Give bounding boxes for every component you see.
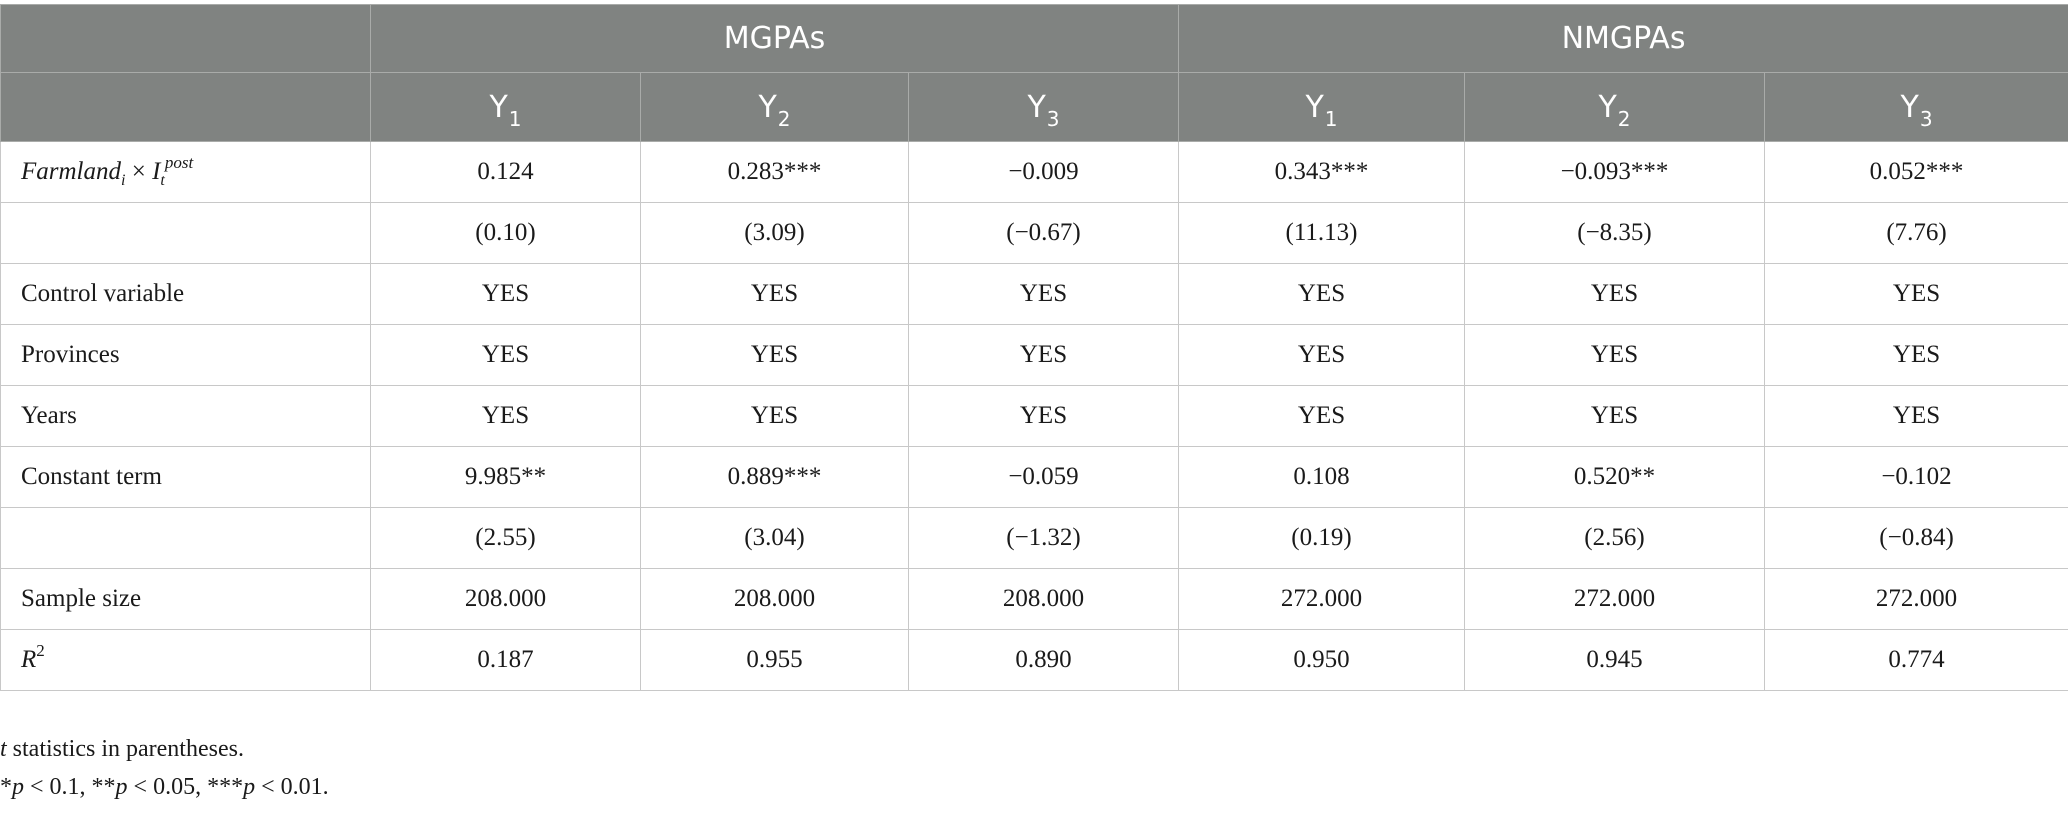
table-cell: YES xyxy=(1179,386,1465,447)
table-cell: 272.000 xyxy=(1765,569,2068,630)
table-cell: 208.000 xyxy=(371,569,641,630)
table-footnote-significance: *p < 0.1, **p < 0.05, ***p < 0.01. xyxy=(0,774,329,800)
row-label xyxy=(1,508,371,569)
table-cell: 208.000 xyxy=(909,569,1179,630)
header-corner xyxy=(1,5,371,73)
table-cell: 0.774 xyxy=(1765,630,2068,691)
table-cell: (−8.35) xyxy=(1465,203,1765,264)
table-cell: (11.13) xyxy=(1179,203,1465,264)
table-footnote-tstat: t statistics in parentheses. xyxy=(0,736,244,762)
table-cell: YES xyxy=(909,386,1179,447)
row-label-r-squared: $R^2$ xyxy=(1,630,371,691)
table-cell: (2.56) xyxy=(1465,508,1765,569)
table-row xyxy=(1,447,2068,508)
table-cell: YES xyxy=(1465,264,1765,325)
table-cell: (2.55) xyxy=(371,508,641,569)
table-cell: (3.04) xyxy=(641,508,909,569)
table-cell: 0.955 xyxy=(641,630,909,691)
table-cell: −0.059 xyxy=(909,447,1179,508)
table-cell: 0.890 xyxy=(909,630,1179,691)
table-cell: YES xyxy=(371,264,641,325)
table-cell: YES xyxy=(1465,325,1765,386)
column-header: $Y_3$ xyxy=(909,73,1179,142)
row-label: Provinces xyxy=(1,325,371,386)
row-label xyxy=(1,203,371,264)
table-cell: YES xyxy=(371,325,641,386)
table-cell: 0.187 xyxy=(371,630,641,691)
table-cell: 208.000 xyxy=(641,569,909,630)
table-cell: YES xyxy=(909,264,1179,325)
table-cell: YES xyxy=(1179,264,1465,325)
table-cell: 0.945 xyxy=(1465,630,1765,691)
table-row xyxy=(1,386,2068,447)
table-cell: 0.520** xyxy=(1465,447,1765,508)
table-cell: 0.889*** xyxy=(641,447,909,508)
table-cell: 272.000 xyxy=(1465,569,1765,630)
table-cell: 0.343*** xyxy=(1179,142,1465,203)
table-cell: YES xyxy=(1765,325,2068,386)
table-row xyxy=(1,508,2068,569)
table-cell: −0.009 xyxy=(909,142,1179,203)
row-label: Years xyxy=(1,386,371,447)
table-cell: YES xyxy=(641,325,909,386)
group-header: NMGPAs xyxy=(1179,5,2068,73)
table-cell: YES xyxy=(909,325,1179,386)
table-cell: −0.093*** xyxy=(1465,142,1765,203)
table-cell: 0.950 xyxy=(1179,630,1465,691)
column-header: $Y_1$ xyxy=(371,73,641,142)
table-cell: 0.108 xyxy=(1179,447,1465,508)
table-cell: (0.19) xyxy=(1179,508,1465,569)
row-label-interaction: Farmland$_i$ × $I_t^{post}$ xyxy=(1,142,371,203)
table-row xyxy=(1,264,2068,325)
table-cell: (−1.32) xyxy=(909,508,1179,569)
table-row xyxy=(1,203,2068,264)
table-cell: YES xyxy=(641,386,909,447)
table-cell: (−0.67) xyxy=(909,203,1179,264)
group-header: MGPAs xyxy=(371,5,1179,73)
table-cell: YES xyxy=(371,386,641,447)
table-cell: 0.283*** xyxy=(641,142,909,203)
column-header: $Y_2$ xyxy=(641,73,909,142)
table-cell: −0.102 xyxy=(1765,447,2068,508)
table-cell: (3.09) xyxy=(641,203,909,264)
table-row xyxy=(1,325,2068,386)
table-cell: (−0.84) xyxy=(1765,508,2068,569)
row-label: Sample size xyxy=(1,569,371,630)
table-cell: YES xyxy=(1765,386,2068,447)
column-header: $Y_3$ xyxy=(1765,73,2068,142)
table-cell: YES xyxy=(1465,386,1765,447)
table-row xyxy=(1,569,2068,630)
column-header: $Y_2$ xyxy=(1465,73,1765,142)
table-cell: YES xyxy=(1179,325,1465,386)
table-row xyxy=(1,142,2068,203)
table-row xyxy=(1,630,2068,691)
table-cell: (0.10) xyxy=(371,203,641,264)
table-cell: 272.000 xyxy=(1179,569,1465,630)
table-cell: (7.76) xyxy=(1765,203,2068,264)
table-cell: YES xyxy=(641,264,909,325)
header-corner xyxy=(1,73,371,142)
table-cell: 0.124 xyxy=(371,142,641,203)
regression-table xyxy=(0,4,2068,691)
row-label: Constant term xyxy=(1,447,371,508)
column-header: $Y_1$ xyxy=(1179,73,1465,142)
row-label: Control variable xyxy=(1,264,371,325)
table-cell: YES xyxy=(1765,264,2068,325)
table-cell: 0.052*** xyxy=(1765,142,2068,203)
table-cell: 9.985** xyxy=(371,447,641,508)
